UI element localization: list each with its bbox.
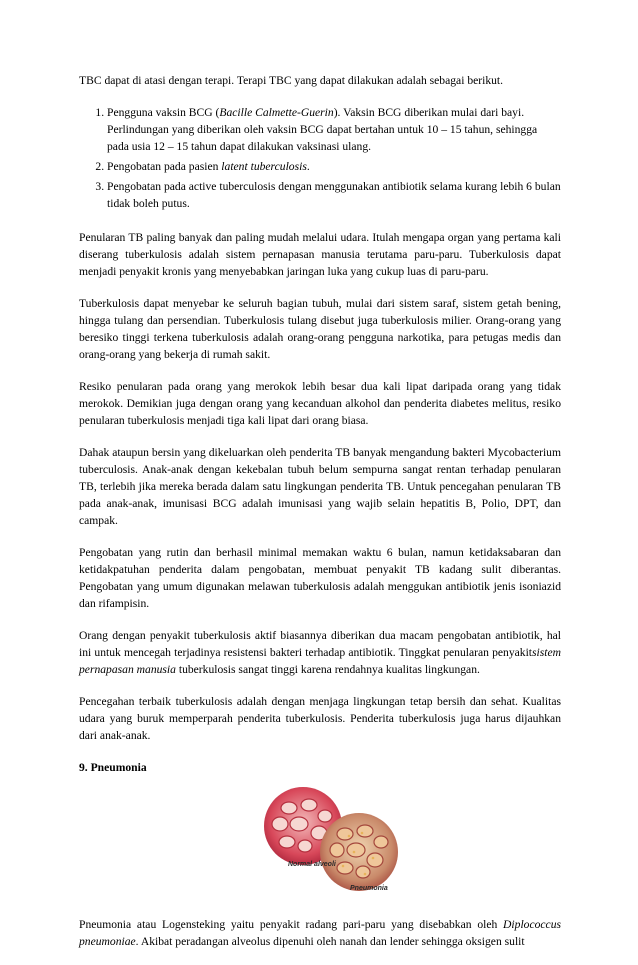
paragraph-text: Pneumonia atau Logensteking yaitu penyakit radang pari-paru yang disebabkan oleh — [79, 918, 504, 931]
alveoli-illustration — [79, 786, 561, 894]
pneumonia-caption: Pneumonia — [350, 885, 388, 892]
list-emphasis: latent tuberculosis — [221, 160, 307, 173]
paragraph-emphasis: sistem pernapasan manusia — [79, 646, 561, 676]
section-heading: 9. Pneumonia — [79, 761, 147, 774]
body-paragraph: Penularan TB paling banyak dan paling mudah melalui udara. Itulah mengapa organ yang pertama kali diserang tuberkulosis adalah sistem pernapasan manusia terutama paru-paru. Tuberkulosis dapat menjadi penyakit kronis yang menyebabkan jaringan luka yang cukup luas di paru-paru. — [79, 231, 561, 278]
body-paragraph: Resiko penularan pada orang yang merokok lebih besar dua kali lipat daripada orang yang tidak merokok. Demikian juga dengan orang yang kecanduan alkohol dan penderita diabetes melitus, resiko penularan tuberkulosis menjadi tiga kali lipat dari orang biasa. — [79, 380, 561, 427]
intro-paragraph: TBC dapat di atasi dengan terapi. Terapi TBC yang dapat dilakukan adalah sebagai berikut. — [79, 74, 504, 87]
closing-paragraph — [79, 916, 561, 950]
body-paragraph: Tuberkulosis dapat menyebar ke seluruh bagian tubuh, mulai dari sistem saraf, sistem getah bening, hingga tulang dan persendian. Tuberkulosis tulang disebut juga tuberkulosis milier. Orang-orang yang beresiko tinggi terkena tuberkulosis adalah orang-orang pengguna narkotika, para petugas medis dan orang-orang yang bekerja di rumah sakit. — [79, 297, 561, 361]
document-page — [79, 72, 561, 965]
list-item — [107, 104, 561, 155]
body-paragraph: Pengobatan yang rutin dan berhasil minimal memakan waktu 6 bulan, namun ketidaksabaran dan ketidakpatuhan penderita dalam pengobatan, membuat penyakit TB kadang sulit diberantas. Pengobatan yang umum digunakan melawan tuberkulosis adalah menggukan antibiotik jenis isoniazid dan rifampisin. — [79, 546, 561, 610]
body-paragraph: Dahak ataupun bersin yang dikeluarkan oleh penderita TB banyak mengandung bakteri Mycobacterium tuberculosis. Anak-anak dengan kekebalan tubuh belum sempurna sangat rentan terhadap penularan TB, terlebih jika mereka berada dalam satu lingkungan penderita TB. Untuk pencegahan penularan TB pada anak-anak, imunisasi BCG adalah imunisasi yang wajib selain hepatitis B, Polio, DPT, dan campak. — [79, 446, 561, 527]
list-text: ). Vaksin BCG diberikan mulai dari bayi. Perlindungan yang diberikan oleh vaksin BCG dapat bertahan untuk 10 – 15 tahun, sehingga pada usia 12 – 15 tahun dapat dilakukan vaksinasi ulang. — [107, 106, 538, 153]
paragraph-emphasis: Diplococcus pneumoniae — [79, 918, 561, 948]
list-text: . — [306, 160, 310, 173]
body-paragraph — [79, 627, 561, 678]
list-text: Pengobatan pada active tuberculosis dengan menggunakan antibiotik selama kurang lebih 6 bulan tidak boleh putus. — [107, 180, 561, 210]
normal-alveoli-caption: Normal alveoli — [288, 861, 336, 868]
list-text: Pengguna vaksin BCG ( — [107, 106, 220, 119]
list-item — [107, 158, 561, 175]
therapy-list — [79, 104, 561, 212]
list-emphasis: Bacille Calmette-Guerin — [219, 106, 334, 119]
paragraph-text: Orang dengan penyakit tuberkulosis aktif biasannya diberikan dua macam pengobatan antibiotik, hal ini untuk mencegah terjadinya resistensi bakteri terhadap antibiotik. Tinggkat penularan penyakit — [79, 629, 561, 659]
list-item — [107, 178, 561, 212]
list-text: Pengobatan pada pasien — [107, 160, 222, 173]
paragraph-text: . Akibat peradangan alveolus dipenuhi oleh nanah dan lender sehingga oksigen sulit — [135, 935, 525, 948]
paragraph-text: tuberkulosis sangat tinggi karena rendahnya kualitas lingkungan. — [175, 663, 480, 676]
body-paragraph: Pencegahan terbaik tuberkulosis adalah dengan menjaga lingkungan tetap bersih dan sehat. Kualitas udara yang buruk memperparah penderita tuberkulosis. Penderita tuberkulosis juga harus dijauhkan dari anak-anak. — [79, 695, 561, 742]
alveoli-image — [253, 786, 403, 894]
